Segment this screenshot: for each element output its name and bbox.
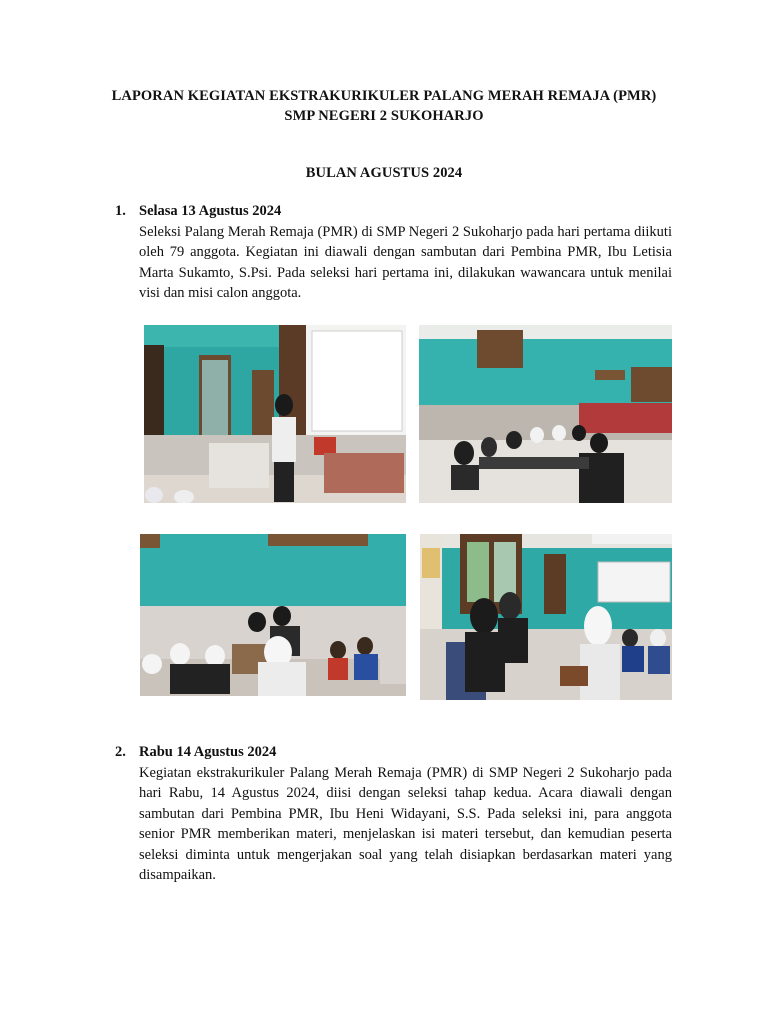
report-title-line1: LAPORAN KEGIATAN EKSTRAKURIKULER PALANG MERAH REMAJA (PMR) <box>111 88 657 104</box>
photo-opening-speech <box>144 325 406 503</box>
section-2-body: Kegiatan ekstrakurikuler Palang Merah Remaja (PMR) di SMP Negeri 2 Sukoharjo pada hari Rabu, 14 Agustus 2024, diisi dengan seleksi tahap kedua. Acara diawali dengan sambutan dari Pembina PMR, Ibu Heni Widayani, S.S. Pada seleksi ini, para anggota senior PMR memberikan materi, menjelaskan isi materi tersebut, dan kemudian peserta seleksi diminta untuk mengerjakan soal yang telah disiapkan berdasarkan materi yang disampaikan. <box>139 765 672 884</box>
photo-students-writing <box>420 534 672 700</box>
section-2-number: 2. <box>115 744 126 760</box>
report-month-heading: BULAN AGUSTUS 2024 <box>305 165 463 181</box>
photo-interview-circle <box>419 325 672 503</box>
section-1-title: Selasa 13 Agustus 2024 <box>139 203 282 219</box>
photo-students-floor <box>140 534 406 696</box>
section-2-title: Rabu 14 Agustus 2024 <box>139 744 277 760</box>
report-title-line2: SMP NEGERI 2 SUKOHARJO <box>284 108 484 124</box>
section-1-body: Seleksi Palang Merah Remaja (PMR) di SMP Negeri 2 Sukoharjo pada hari pertama diikuti oleh 79 anggota. Kegiatan ini diawali dengan sambutan dari Pembina PMR, Ibu Letisia Marta Sukamto, S.Psi. Pada seleksi hari pertama ini, dilakukan wawancara untuk menilai visi dan misi calon anggota. <box>139 224 672 302</box>
section-1-number: 1. <box>115 203 126 219</box>
